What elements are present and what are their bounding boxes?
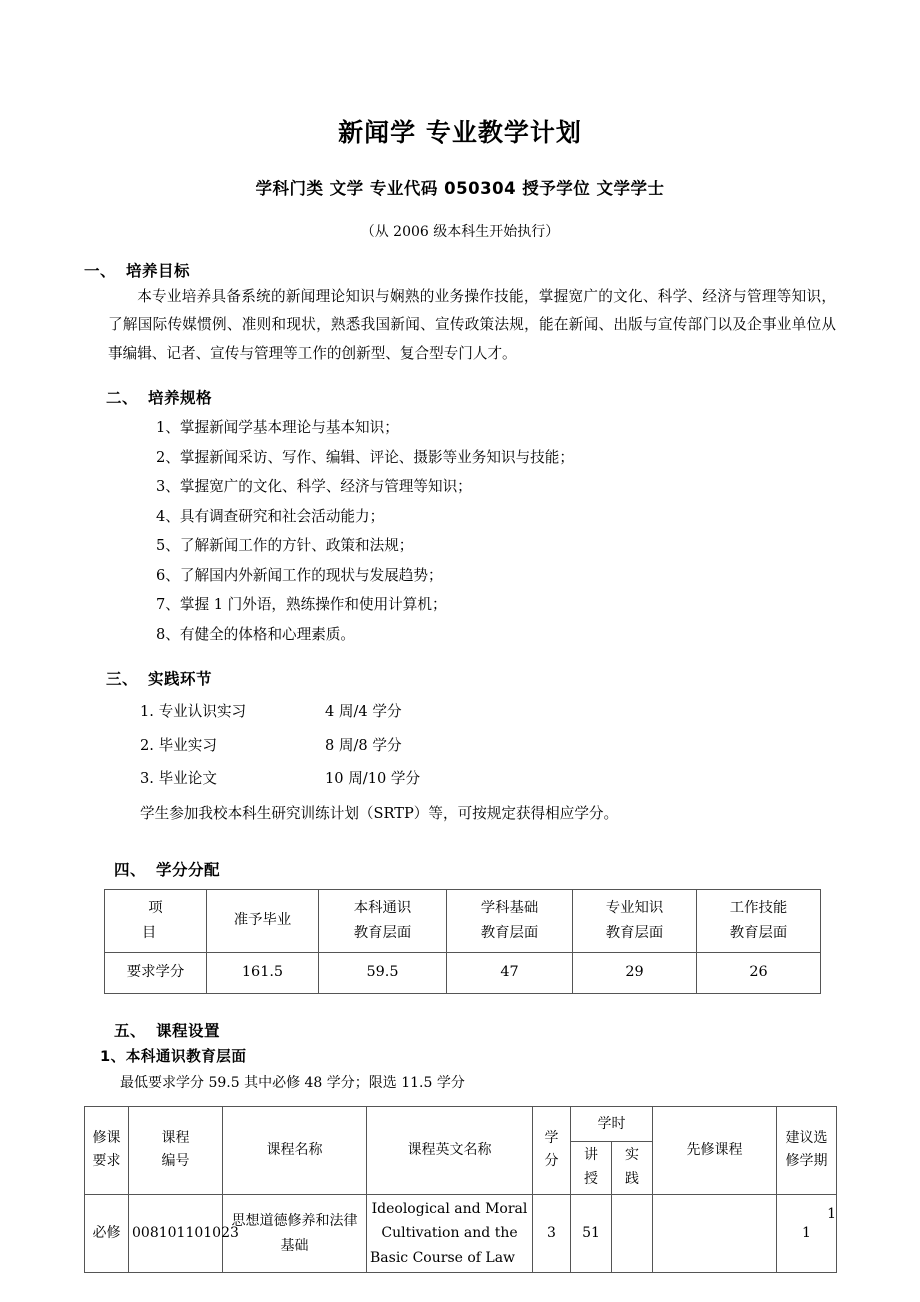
list-item <box>140 762 836 796</box>
section-heading-practice <box>106 667 836 689</box>
course-header-requirement <box>85 1107 129 1195</box>
credit-row-label: 要求学分 <box>105 952 207 993</box>
practice-label: 1. 专业认识实习 <box>140 703 247 721</box>
credit-header-general-line2: 教育层面 <box>353 924 412 941</box>
subsection-heading-general-education: 1、本科通识教育层面 <box>100 1047 247 1065</box>
list-item: 7、掌握 1 门外语，熟练操作和使用计算机； <box>156 596 447 614</box>
list-item: 2、掌握新闻采访、写作、编辑、评论、摄影等业务知识与技能； <box>156 448 574 466</box>
section-title-2: 培养规格 <box>148 389 213 408</box>
credit-header-major-line2: 教育层面 <box>605 924 664 941</box>
specification-list <box>156 413 836 649</box>
list-item: 8、有健全的体格和心理素质。 <box>156 625 356 643</box>
course-cell-prereq <box>653 1194 777 1273</box>
page-content <box>84 0 836 1273</box>
course-header-practice-line2: 践 <box>625 1170 639 1187</box>
course-cell-semester: 1 <box>777 1194 837 1273</box>
course-cell-en-name: Ideological and Moral Cultivation and the Basic Course of Law <box>367 1194 533 1273</box>
credit-header-graduation <box>207 889 319 952</box>
course-header-requirement-line1: 修课 <box>92 1129 121 1146</box>
credit-header-graduation-label: 准予毕业 <box>233 912 292 929</box>
credit-allocation-table <box>104 889 821 994</box>
list-item: 5、了解新闻工作的方针、政策和法规； <box>156 537 414 555</box>
section-number-1: 一、 <box>84 262 117 280</box>
table-row <box>105 952 821 993</box>
table-header-row <box>105 889 821 952</box>
credit-header-discipline <box>447 889 573 952</box>
table-row <box>85 1194 837 1273</box>
practice-footnote: 学生参加我校本科生研究训练计划（SRTP）等，可按规定获得相应学分。 <box>140 804 619 822</box>
section-heading-curriculum <box>114 1019 836 1041</box>
credit-header-skills-line2: 教育层面 <box>729 924 788 941</box>
curriculum-credit-note: 最低要求学分 59.5 其中必修 48 学分；限选 11.5 学分 <box>120 1074 465 1091</box>
credit-header-general-line1: 本科通识 <box>353 899 412 916</box>
course-header-prereq: 先修课程 <box>653 1107 777 1195</box>
page-title: 新闻学 专业教学计划 <box>338 118 582 147</box>
section-heading-specifications <box>106 386 836 408</box>
course-cell-requirement: 必修 <box>85 1194 129 1273</box>
credit-value-discipline: 47 <box>447 952 573 993</box>
credit-header-discipline-line1: 学科基础 <box>480 899 539 916</box>
section-number-4: 四、 <box>114 860 147 879</box>
course-header-credits <box>533 1107 571 1195</box>
page-number: 1 <box>827 1206 836 1222</box>
course-cell-cn-name: 思想道德修养和法律基础 <box>223 1194 367 1273</box>
section-title-3: 实践环节 <box>148 670 213 689</box>
section-title-4: 学分分配 <box>156 860 221 879</box>
section-number-2: 二、 <box>106 389 139 408</box>
course-header-code <box>129 1107 223 1195</box>
document-subtitle: 学科门类 文学 专业代码 050304 授予学位 文学学士 <box>255 179 665 198</box>
practice-label: 2. 毕业实习 <box>140 736 217 754</box>
course-cell-lecture: 51 <box>571 1194 612 1273</box>
course-header-credits-line2: 分 <box>544 1153 559 1170</box>
section-heading-credit-allocation <box>114 858 836 880</box>
section-1-paragraph: 本专业培养具备系统的新闻理论知识与娴熟的业务操作技能，掌握宽广的文化、科学、经济与管理等知识，了解国际传媒惯例、准则和现状，熟悉我国新闻、宣传政策法规，能在新闻、出版与宣传部门以及企事业单位从事编辑、记者、宣传与管理等工作的创新型、复合型专门人才。 <box>108 288 836 362</box>
course-header-code-line1: 课程 <box>161 1129 190 1146</box>
course-header-cn-name: 课程名称 <box>223 1107 367 1195</box>
section-title-5: 课程设置 <box>156 1021 221 1040</box>
course-cell-code: 008101101023 <box>129 1194 223 1273</box>
course-table <box>84 1106 837 1273</box>
credit-header-skills <box>697 889 821 952</box>
course-header-credits-line1: 学 <box>544 1129 559 1146</box>
course-header-lecture-line1: 讲 <box>584 1147 598 1164</box>
course-header-lecture-line2: 授 <box>584 1170 598 1187</box>
course-header-practice <box>612 1142 653 1195</box>
course-header-en-name: 课程英文名称 <box>367 1107 533 1195</box>
course-header-semester-line2: 修学期 <box>785 1153 828 1170</box>
section-number-3: 三、 <box>106 670 139 689</box>
list-item <box>140 695 836 729</box>
section-heading-objectives <box>84 259 836 281</box>
list-item: 6、了解国内外新闻工作的现状与发展趋势； <box>156 566 443 584</box>
practice-list <box>140 695 836 796</box>
credit-header-item <box>105 889 231 952</box>
credit-header-major-line1: 专业知识 <box>605 899 664 916</box>
course-header-hours: 学时 <box>571 1107 653 1142</box>
credit-header-discipline-line2: 教育层面 <box>480 924 539 941</box>
list-item: 3、掌握宽广的文化、科学、经济与管理等知识； <box>156 478 472 496</box>
course-cell-credits: 3 <box>533 1194 571 1273</box>
practice-value: 10 周/10 学分 <box>325 770 421 788</box>
list-item: 4、具有调查研究和社会活动能力； <box>156 507 385 525</box>
credit-header-skills-line1: 工作技能 <box>729 899 788 916</box>
credit-value-graduation: 161.5 <box>207 952 319 993</box>
credit-header-item-label: 项 目 <box>141 899 231 941</box>
practice-label: 3. 毕业论文 <box>140 770 217 788</box>
course-header-practice-line1: 实 <box>625 1147 639 1164</box>
list-item: 1、掌握新闻学基本理论与基本知识； <box>156 419 399 437</box>
credit-header-major <box>573 889 697 952</box>
course-header-requirement-line2: 要求 <box>92 1153 121 1170</box>
practice-value: 8 周/8 学分 <box>325 736 402 754</box>
course-cell-practice <box>612 1194 653 1273</box>
course-header-semester <box>777 1107 837 1195</box>
credit-value-major: 29 <box>573 952 697 993</box>
course-header-code-line2: 编号 <box>161 1153 190 1170</box>
course-header-lecture <box>571 1142 612 1195</box>
list-item <box>140 729 836 763</box>
credit-value-skills: 26 <box>697 952 821 993</box>
credit-header-general <box>319 889 447 952</box>
document-effective-note: （从 2006 级本科生开始执行） <box>360 224 560 240</box>
credit-value-general: 59.5 <box>319 952 447 993</box>
course-header-semester-line1: 建议选 <box>785 1129 828 1146</box>
section-number-5: 五、 <box>114 1021 147 1040</box>
table-header-row <box>85 1107 837 1142</box>
section-title-1: 培养目标 <box>126 262 191 280</box>
practice-value: 4 周/4 学分 <box>325 703 402 721</box>
